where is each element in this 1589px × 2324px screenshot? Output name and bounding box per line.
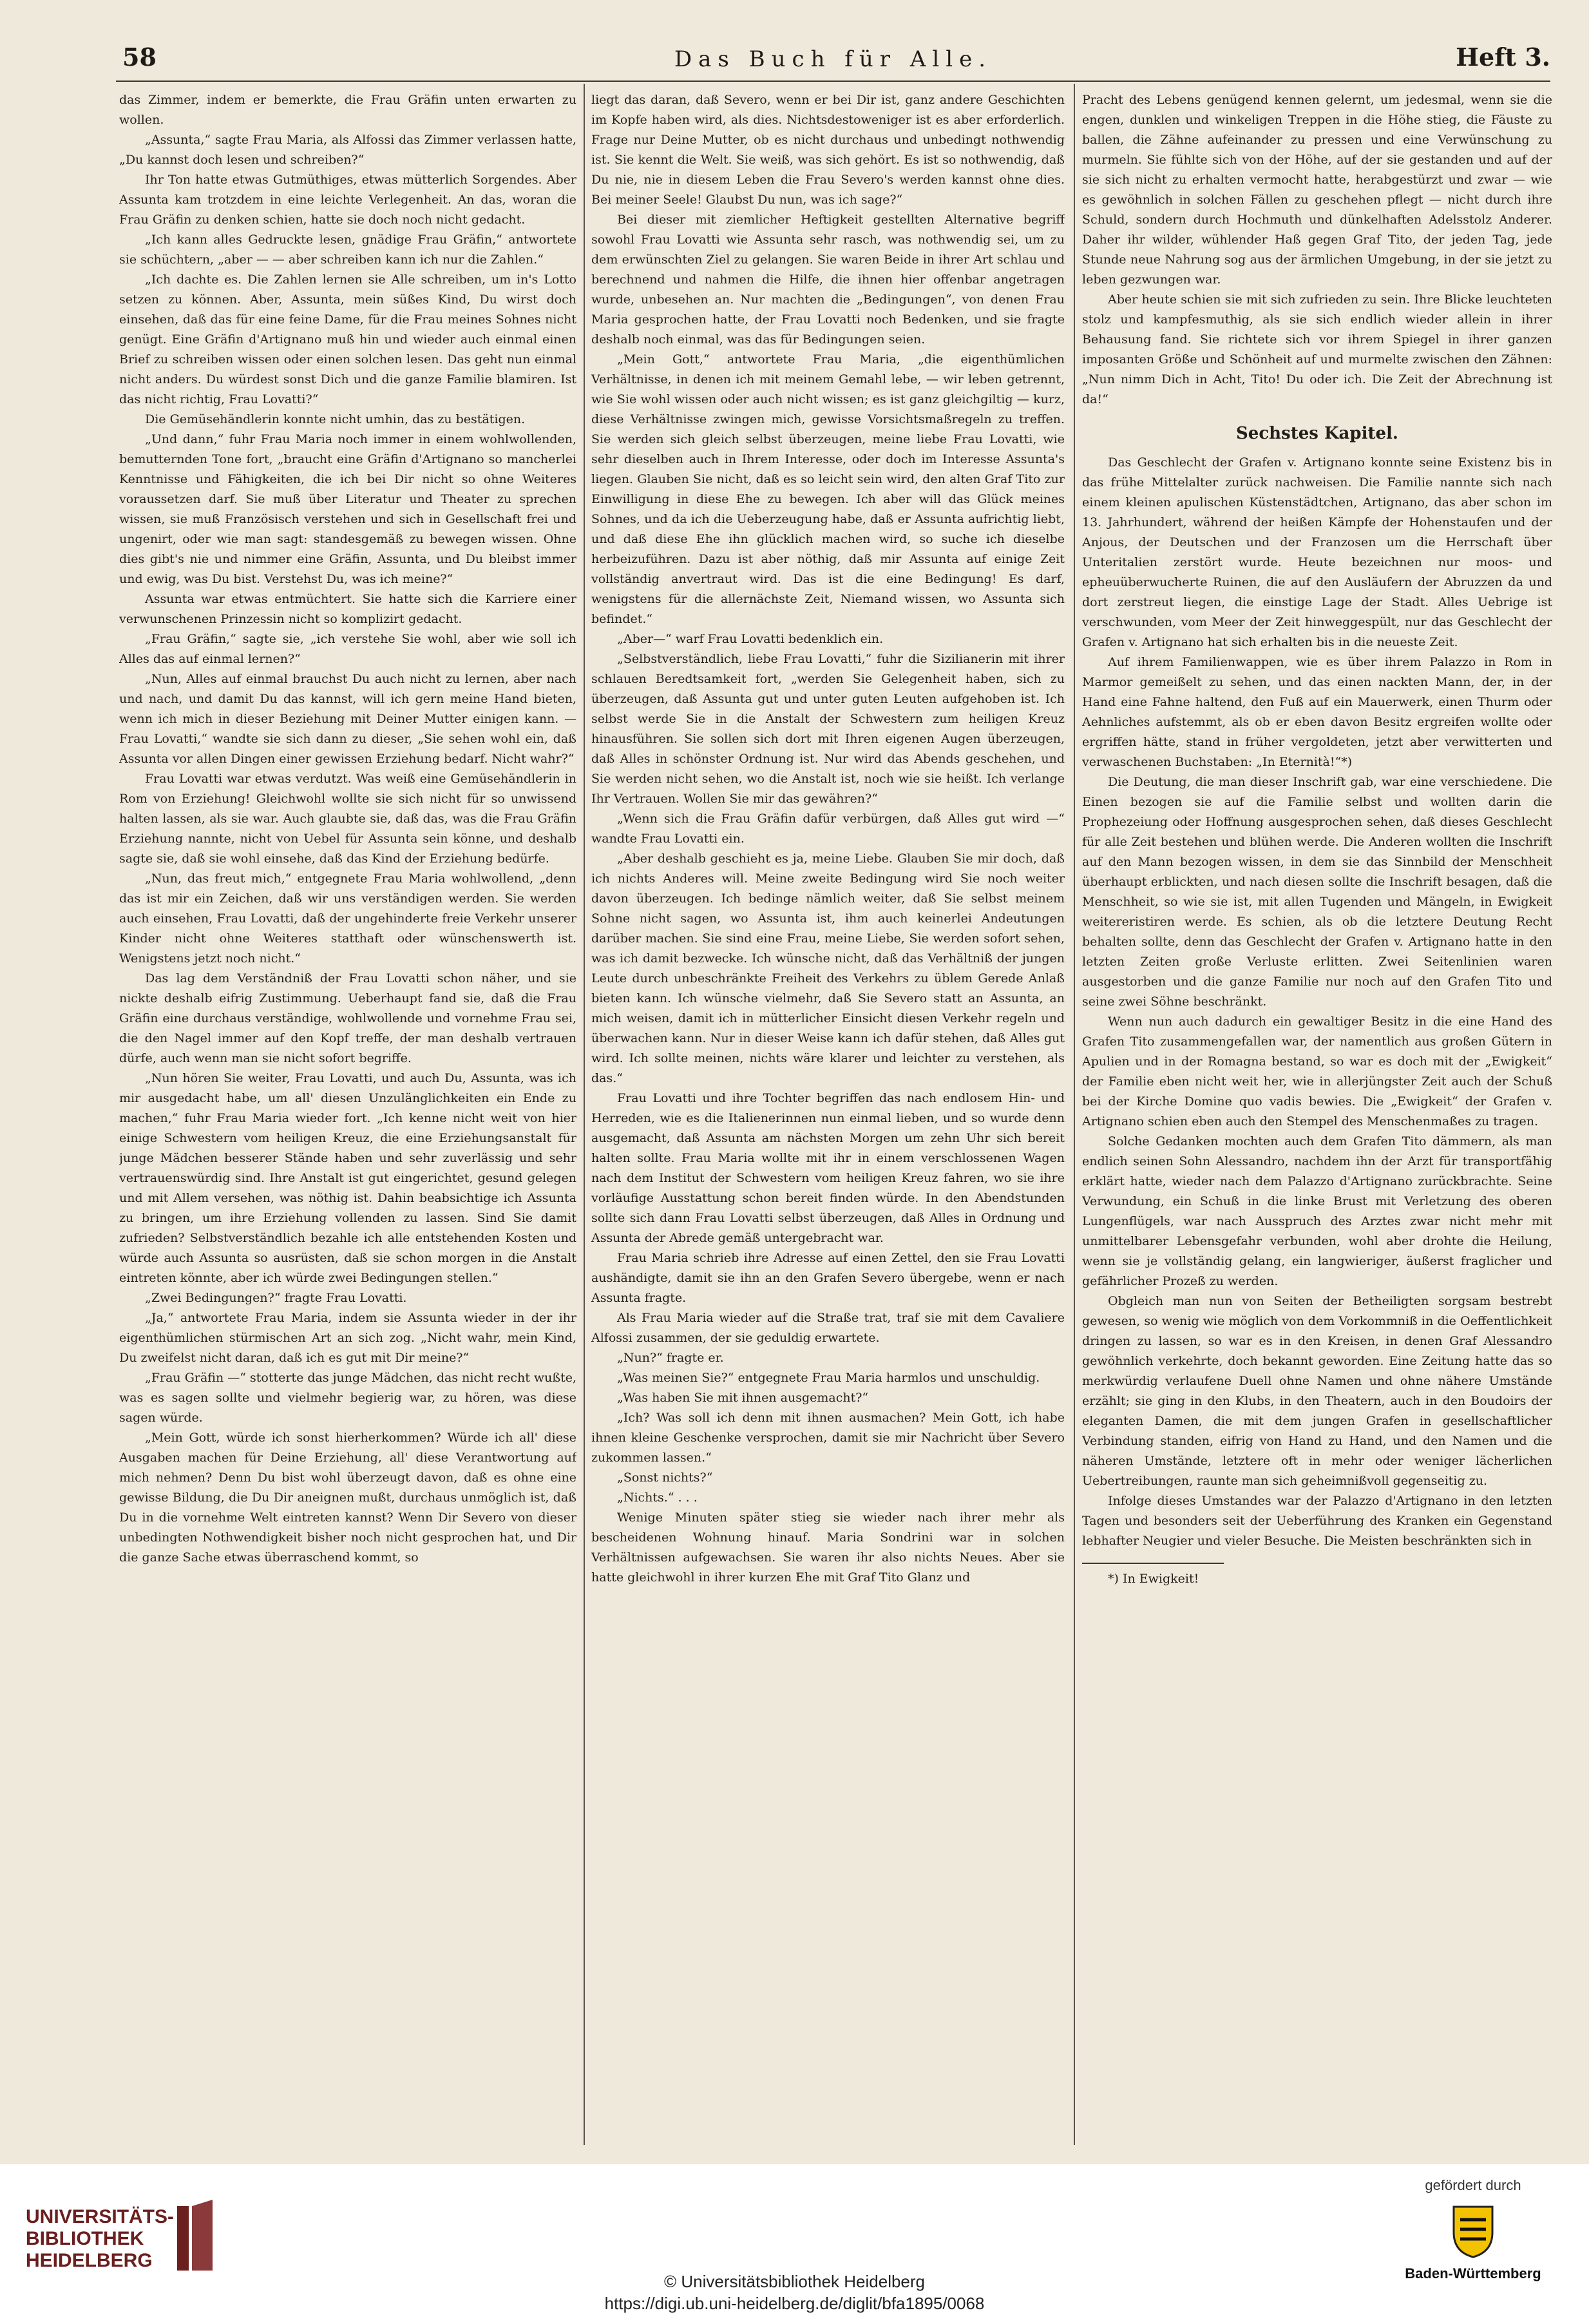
paragraph: „Wenn sich die Frau Gräfin dafür verbürgen, daß Alles gut wird —“ wandte Frau Lovatti ein. bbox=[591, 812, 1065, 846]
paragraph: Die Deutung, die man dieser Inschrift gab, war eine verschiedene. Die Einen bezogen sie auf die Familie selbst und wollten darin die Prophezeiung oder Hoffnung ausgesprochen sehen, daß dieses Geschlecht für alle Zeit bestehen und blühen werde. Die Anderen wollten die Inschrift auf den Mann bezogen wissen, in dem sie das Sinnbild der Menschheit überhaupt erblickten, und nach diesen sollte die Inschrift besagen, daß die Menschheit, so wie sie ist, mit allen Tugenden und Mängeln, in Ewigkeit weitereristiren werde. Es schien, als ob die letztere Deutung Recht behalten sollte, denn das Geschlecht der Grafen v. Artignano hatte in den letzten Zeiten große Verluste erlitten. Zwei Seitenlinien waren ausgestorben und die ganze Familie nur noch auf den Grafen Tito und seine zwei Söhne beschränkt. bbox=[1082, 775, 1552, 1009]
paragraph: „Nun hören Sie weiter, Frau Lovatti, und auch Du, Assunta, was ich mir ausgedacht habe, um all' diesen Unzulänglichkeiten ein Ende zu machen,“ fuhr Frau Maria wieder fort. „Ich kenne nicht weit von hier einige Schwestern vom heiligen Kreuz, die eine Erziehungsanstalt für junge Mädchen besserer Stände haben und sehr zuverlässig und sehr vertrauenswürdig sind. Ihre Anstalt ist gut eingerichtet, gesund gelegen und mit Allem versehen, was nöthig ist. Dahin beabsichtige ich Assunta zu bringen, um ihre Erziehung vollenden zu lassen. Sind Sie damit zufrieden? Selbstverständlich bezahle ich alle entstehenden Kosten und würde auch Assunta so ausrüsten, daß sie schon morgen in die Anstalt eintreten könnte, aber ich würde zwei Bedingungen stellen.“ bbox=[119, 1071, 576, 1285]
viewer-footer bbox=[0, 2164, 1589, 2324]
paragraph: „Nichts.“ . . . bbox=[617, 1491, 698, 1505]
paragraph: „Und dann,“ fuhr Frau Maria noch immer in einem wohlwollenden, bemutternden Tone fort, „braucht eine Gräfin d'Artignano so mancherlei Kenntnisse und Fähigkeiten, die ich bei Dir nicht so ohne Weiteres voraussetzen darf. Sie muß über Literatur und Theater zu sprechen wissen, sie muß Französisch verstehen und sich in Gesellschaft frei und ungenirt, oder wie man sagt: standesgemäß zu bewegen wissen. Ohne dies gibt's nie und nimmer eine Gräfin, Assunta, und Du bleibst immer und ewig, was Du bist. Verstehst Du, was ich meine?“ bbox=[119, 432, 576, 586]
issue-label: Heft 3. bbox=[1456, 43, 1550, 71]
paragraph: „Assunta,“ sagte Frau Maria, als Alfossi das Zimmer verlassen hatte, „Du kannst doch lesen und schreiben?“ bbox=[119, 133, 576, 167]
paragraph: „Ich dachte es. Die Zahlen lernen sie Alle schreiben, um in's Lotto setzen zu können. Aber, Assunta, mein süßes Kind, Du wirst doch einsehen, daß das für eine feine Dame, für die Frau meines Sohnes nicht genügt. Eine Gräfin d'Artignano muß hin und wieder auch einmal einen Brief zu schreiben wissen oder einen solchen lesen. Das geht nun einmal nicht anders. Du würdest sonst Dich und die ganze Familie blamiren. Ist das nicht richtig, Frau Lovatti?“ bbox=[119, 272, 576, 406]
paragraph: „Mein Gott, würde ich sonst hierherkommen? Würde ich all' diese Ausgaben machen für Deine Erziehung, all' diese Verantwortung auf mich nehmen? Denn Du bist wohl überzeugt davon, daß es ohne eine gewisse Bildung, die Du Dir aneignen mußt, durchaus unmöglich ist, daß Du in die vornehme Welt eintreten kannst? Wenn Dir Severo von dieser unbedingten Nothwendigkeit bisher noch nicht gesprochen hat, und Dir die ganze Sache etwas überraschend kommt, so bbox=[119, 1431, 576, 1565]
paragraph: Ihr Ton hatte etwas Gutmüthiges, etwas mütterlich Sorgendes. Aber Assunta kam trotzdem in eine leichte Verlegenheit. An das, woran die Frau Gräfin zu denken schien, hatte sie doch noch nicht gedacht. bbox=[119, 173, 576, 227]
paragraph: Auf ihrem Familienwappen, wie es über ihrem Palazzo in Rom in Marmor gemeißelt zu sehen, und das einen nackten Mann, der, in der Hand eine Fahne haltend, den Fuß auf ein Mauerwerk, einen Thurm oder Aehnliches aufstemmt, als ob er eben davon Besitz ergreifen wollte oder ergriffen hätte, stand in früher vergoldeten, jetzt aber verwitterten und verwaschenen Buchstaben: „In Eternità!“*) bbox=[1082, 655, 1552, 769]
footnote: *) In Ewigkeit! bbox=[1108, 1572, 1199, 1586]
paragraph: „Nun?“ fragte er. bbox=[617, 1351, 724, 1365]
text-column-1 bbox=[119, 90, 576, 2138]
paragraph: Wenige Minuten später stieg sie wieder nach ihrer mehr als bescheidenen Wohnung hinauf. Maria Sondrini war in solchen Verhältnissen aufgewachsen. Sie waren ihr also nichts Neues. Aber sie hatte gleichwohl in ihrer kurzen Ehe mit Graf Tito Glanz und bbox=[591, 1510, 1065, 1585]
paragraph: „Nun, das freut mich,“ entgegnete Frau Maria wohlwollend, „denn das ist mir ein Zeichen, daß wir uns verständigen werden. Sie werden auch einsehen, Frau Lovatti, daß der ungehinderte freie Verkehr unserer Kinder nicht ohne Weiteres statthaft oder wünschenswerth ist. Wenigstens jetzt noch nicht.“ bbox=[119, 872, 576, 966]
paragraph: Die Gemüsehändlerin konnte nicht umhin, das zu bestätigen. bbox=[145, 412, 526, 426]
paragraph: Aber heute schien sie mit sich zufrieden zu sein. Ihre Blicke leuchteten stolz und kampfesmuthig, als sie sich endlich wieder allein in ihrer Behausung fand. Sie richtete sich vor ihrem Spiegel in ihrer ganzen imposanten Größe und Schönheit auf und murmelte zwischen den Zähnen: „Nun nimm Dich in Acht, Tito! Du oder ich. Die Zeit der Abrechnung ist da!“ bbox=[1082, 292, 1552, 406]
library-logo-icon bbox=[174, 2200, 219, 2277]
paragraph: liegt das daran, daß Severo, wenn er bei Dir ist, ganz andere Geschichten im Kopfe haben wird, als dies. Nichtsdestoweniger ist es aber erforderlich. Frage nur Deine Mutter, ob es nicht durchaus und unbedingt nothwendig ist. Sie kennt die Welt. Sie weiß, was sich gehört. Es ist so nothwendig, daß Du nie, nie in diesem Leben die Frau Severo's werden kannst ohne dies. Bei meiner Seele! Glaubst Du nun, was ich sage?“ bbox=[591, 93, 1065, 207]
permalink[interactable]: https://digi.ub.uni-heidelberg.de/diglit/bfa1895/0068 bbox=[604, 2294, 985, 2313]
paragraph: „Was meinen Sie?“ entgegnete Frau Maria harmlos und unschuldig. bbox=[617, 1371, 1040, 1385]
text-column-3 bbox=[1082, 90, 1552, 2151]
footnote-rule bbox=[1082, 1563, 1224, 1564]
paragraph: „Selbstverständlich, liebe Frau Lovatti,“ fuhr die Sizilianerin mit ihrer schlauen Beredtsamkeit fort, „werden Sie Gelegenheit haben, sich zu überzeugen, daß Assunta gut und unter guten Leuten aufgehoben ist. Ich selbst werde Sie in die Anstalt der Schwestern zum heiligen Kreuz hinausführen. Sie sollen sich dort mit Ihren eigenen Augen überzeugen, daß Alles in schönster Ordnung ist. Nur wird das Abends geschehen, und Sie werden nicht sehen, wo die Anstalt ist, noch wie sie heißt. Ich verlange Ihr Vertrauen. Wollen Sie mir das gewähren?“ bbox=[591, 652, 1065, 806]
paragraph: „Frau Gräfin —“ stotterte das junge Mädchen, das nicht recht wußte, was es sagen sollte und vielmehr begierig war, zu hören, was diese sagen würde. bbox=[119, 1371, 576, 1425]
paragraph: Das lag dem Verständniß der Frau Lovatti schon näher, und sie nickte deshalb eifrig Zustimmung. Ueberhaupt fand sie, daß die Frau Gräfin eine durchaus verständige, wohlwollende und vornehme Frau sei, die den Nagel immer auf den Kopf treffe, der man deshalb vertrauen dürfe, auch wenn man sie nicht sofort begriffe. bbox=[119, 971, 576, 1065]
paragraph: Bei dieser mit ziemlicher Heftigkeit gestellten Alternative begriff sowohl Frau Lovatti wie Assunta sehr rasch, was nothwendig sei, um zu dem erwünschten Ziel zu gelangen. Sie waren Beide in ihrer Art schlau und berechnend und nahmen die Hilfe, die ihnen hier offenbar angetragen wurde, unbesehen an. Nur machten die „Bedingungen“, von denen Frau Maria gesprochen hatte, der Frau Lovatti noch Bedenken, und sie fragte deshalb noch einmal, was das für Bedingungen seien. bbox=[591, 213, 1065, 347]
paragraph: Obgleich man nun von Seiten der Betheiligten sorgsam bestrebt gewesen, so wenig wie möglich von dem Vorkommniß in die Oeffentlichkeit dringen zu lassen, so war es in den Kreisen, in denen Graf Alessandro gewöhnlich verkehrte, doch bekannt geworden. Eine Zeitung hatte das so merkwürdig verlaufene Duell ohne Namen und ohne nähere Umstände erzählt; sie ging in den Klubs, in den Theatern, auch in den Boudoirs der eleganten Damen, die mit dem jungen Grafen in gesellschaftlicher Verbindung standen, eifrig von Hand zu Hand, und den Namen und die näheren Umstände, letztere oft in mehr oder weniger lächerlichen Uebertreibungen, raunte man sich geheimnißvoll gegenseitig zu. bbox=[1082, 1294, 1552, 1488]
paragraph: Frau Lovatti war etwas verdutzt. Was weiß eine Gemüsehändlerin in Rom von Erziehung! Gleichwohl wollte sie sich nicht für so unwissend halten lassen, als sie war. Auch glaubte sie, daß das, was die Frau Gräfin Erziehung nannte, nicht von Uebel für Assunta sein könne, und deshalb sagte sie, daß sie wohl einsehe, daß das Kind der Erziehung bedürfe. bbox=[119, 772, 576, 866]
paragraph: Solche Gedanken mochten auch dem Grafen Tito dämmern, als man endlich seinen Sohn Alessandro, nachdem ihn der Arzt für transportfähig erklärt hatte, wieder nach dem Palazzo d'Artignano zurückbrachte. Seine Verwundung, ein Schuß in die linke Brust mit Verletzung des oberen Lungenflügels, war nach Ausspruch des Arztes zwar nicht mehr mit unmittelbarer Lebensgefahr verbunden, wohl aber drohte die Heilung, wenn sie je vollständig gelang, ein langwieriger, äußerst fraglicher und gefährlicher Prozeß zu werden. bbox=[1082, 1134, 1552, 1288]
funding-credit bbox=[1402, 2177, 1544, 2282]
paragraph: Das Geschlecht der Grafen v. Artignano konnte seine Existenz bis in das frühe Mittelalter zurück nachweisen. Die Familie nannte sich nach einem kleinen apulischen Küstenstädtchen, Artignano, das aber schon im 13. Jahrhundert, während der heißen Kämpfe der Hohenstaufen und der Anjous, der Deutschen und der Franzosen um die Herrschaft über Unteritalien zerstört wurde. Heute bezeichnen nur moos- und epheuüberwucherte Ruinen, die auf den Ausläufern der Abruzzen da und dort zerstreut liegen, die einstige Lage der Stadt. Alles Uebrige ist verschwunden, vom Meer der Zeit hinweggespült, nur das Geschlecht der Grafen v. Artignano hat sich erhalten bis in die neueste Zeit. bbox=[1082, 455, 1552, 649]
paragraph: „Ich kann alles Gedruckte lesen, gnädige Frau Gräfin,“ antwortete sie schüchtern, „aber — — aber schreiben kann ich nur die Zahlen.“ bbox=[119, 233, 576, 267]
library-name: UNIVERSITÄTS- BIBLIOTHEK HEIDELBERG bbox=[26, 2206, 175, 2271]
paragraph: „Frau Gräfin,“ sagte sie, „ich verstehe Sie wohl, aber wie soll ich Alles das auf einmal lernen?“ bbox=[119, 632, 576, 666]
column-3-after-chapter bbox=[1082, 453, 1552, 1551]
paragraph: „Mein Gott,“ antwortete Frau Maria, „die eigenthümlichen Verhältnisse, in denen ich mit meinem Gemahl lebe, — wir leben getrennt, wie Sie wohl wissen oder auch nicht wissen; es ist ganz gleichgiltig — kurz, diese Verhältnisse zwingen mich, gewisse Vorsichtsmaßregeln zu treffen. Sie werden sich gleich selbst überzeugen, meine liebe Frau Lovatti, wie sehr dieselben auch in Ihrem Interesse, oder doch im Interesse Assunta's liegen. Glauben Sie nicht, daß es so leicht sein wird, den alten Graf Tito zur Einwilligung in diese Ehe zu bewegen. Ich aber will das Glück meines Sohnes, und da ich die Ueberzeugung habe, daß er Assunta aufrichtig liebt, und daß diese Ehe ihn glücklich machen wird, so suche ich dieselbe herbeizuführen. Dazu ist aber nöthig, daß mir Assunta auf einige Zeit vollständig anvertraut wird. Das ist die eine Bedingung! Es darf, wenigstens für die allernächste Zeit, Niemand wissen, wo Assunta sich befindet.“ bbox=[591, 352, 1065, 626]
chapter-title: Sechstes Kapitel. bbox=[1236, 424, 1398, 443]
page-number: 58 bbox=[122, 43, 157, 71]
column-3-before-chapter bbox=[1082, 90, 1552, 410]
paragraph: das Zimmer, indem er bemerkte, die Frau Gräfin unten erwarten zu wollen. bbox=[119, 93, 576, 127]
paragraph: „Zwei Bedingungen?“ fragte Frau Lovatti. bbox=[145, 1291, 407, 1305]
column-divider bbox=[1074, 84, 1075, 2145]
paragraph: „Sonst nichts?“ bbox=[617, 1471, 713, 1485]
journal-title: Das Buch für Alle. bbox=[674, 46, 993, 72]
paragraph: „Was haben Sie mit ihnen ausgemacht?“ bbox=[617, 1391, 869, 1405]
page-header bbox=[116, 40, 1550, 79]
funded-by-label: gefördert durch bbox=[1425, 2177, 1521, 2193]
header-rule bbox=[116, 81, 1550, 82]
paragraph: Als Frau Maria wieder auf die Straße trat, traf sie mit dem Cavaliere Alfossi zusammen, der sie geduldig erwartete. bbox=[591, 1311, 1065, 1345]
paragraph: Frau Maria schrieb ihre Adresse auf einen Zettel, den sie Frau Lovatti aushändigte, damit sie ihn an den Grafen Severo übergebe, wenn er nach Assunta fragte. bbox=[591, 1251, 1065, 1305]
column-divider bbox=[584, 84, 585, 2145]
copyright-block bbox=[0, 2271, 1589, 2314]
paragraph: Wenn nun auch dadurch ein gewaltiger Besitz in die eine Hand des Grafen Tito zusammengefallen war, der namentlich aus großen Gütern in Apulien und in der Romagna bestand, so war es doch mit der „Ewigkeit“ der Familie eben nicht weit her, wie in allerjüngster Zeit auch der Schuß bei der Kirche Domine quo vadis bewies. Die „Ewigkeit“ der Grafen v. Artignano schien eben auch den Stempel des Menschenmaßes zu tragen. bbox=[1082, 1014, 1552, 1129]
copyright-text: © Universitätsbibliothek Heidelberg bbox=[663, 2272, 926, 2291]
text-column-2 bbox=[591, 90, 1065, 2151]
state-name: Baden-Württemberg bbox=[1405, 2265, 1541, 2281]
paragraph: „Nun, Alles auf einmal brauchst Du auch nicht zu lernen, aber nach und nach, und damit Du das kannst, will ich gern meine Hand bieten, wenn ich mich in dieser Beziehung mit Deiner Mutter einigen kann. — Frau Lovatti,“ wandte sie sich dann zu dieser, „Sie sehen wohl ein, daß Assunta vor allen Dingen einer gewissen Erziehung bedarf. Nicht wahr?“ bbox=[119, 672, 576, 766]
state-crest-icon bbox=[1444, 2200, 1502, 2258]
paragraph: Infolge dieses Umstandes war der Palazzo d'Artignano in den letzten Tagen und besonders seit der Ueberführung des Kranken ein Gegenstand lebhafter Neugier und vieler Besuche. Die Meisten beschränkten sich in bbox=[1082, 1494, 1552, 1548]
paragraph: „Aber deshalb geschieht es ja, meine Liebe. Glauben Sie mir doch, daß ich nichts Anderes will. Meine zweite Bedingung wird Sie noch weiter davon überzeugen. Ich bedinge nämlich weiter, daß Sie selbst meinem Sohne nicht sagen, wo Assunta ist, ihm auch keinerlei Andeutungen darüber machen. Sie sind eine Frau, meine Liebe, Sie werden sofort sehen, was ich damit bezwecke. Ich wünsche nicht, daß das Verhältniß der jungen Leute durch unbeschränkte Freiheit des Verkehrs zu üblem Gerede Anlaß bieten kann. Ich wünsche vielmehr, daß Sie Severo statt an Assunta, an mich weisen, damit ich in mütterlicher Einsicht diesen Verkehr regeln und überwachen kann. Nur in dieser Weise kann ich dafür stehen, daß Alles gut wird. Ich sollte meinen, nichts wäre klarer und leichter zu verstehen, als das.“ bbox=[591, 852, 1065, 1085]
paragraph: Assunta war etwas entmüchtert. Sie hatte sich die Karriere einer verwunschenen Prinzessin nicht so komplizirt gedacht. bbox=[119, 592, 576, 626]
paragraph: „Ich? Was soll ich denn mit ihnen ausmachen? Mein Gott, ich habe ihnen kleine Geschenke versprochen, damit sie mir Nachricht über Severo zukommen lassen.“ bbox=[591, 1411, 1065, 1465]
paragraph: „Aber—“ warf Frau Lovatti bedenklich ein. bbox=[617, 632, 884, 646]
paragraph: Pracht des Lebens genügend kennen gelernt, um jedesmal, wenn sie die engen, dunklen und winkeligen Treppen in die Höhe stieg, die Fäuste zu ballen, die Zähne aufeinander zu pressen und eine Verwünschung zu murmeln. Sie fühlte sich von der Höhe, auf der sie gestanden und auf der sie sich nicht zu erhalten vermocht hatte, herabgestürzt und zwar — wie es gewöhnlich in solchen Fällen zu geschehen pflegt — nicht durch ihre Schuld, sondern durch Hochmuth und dünkelhaften Adelsstolz Anderer. Daher ihr wilder, wühlender Haß gegen Graf Tito, der jeden Tag, jede Stunde neue Nahrung sog aus der ärmlichen Umgebung, in der sie jetzt zu leben gezwungen war. bbox=[1082, 93, 1552, 287]
paragraph: Frau Lovatti und ihre Tochter begriffen das nach endlosem Hin- und Herreden, wie es die Italienerinnen nun einmal lieben, und so wurde denn ausgemacht, daß Assunta am nächsten Morgen um zehn Uhr sich bereit halten sollte. Frau Maria wollte mit ihr in einem verschlossenen Wagen nach dem Institut der Schwestern vom heiligen Kreuz fahren, wo sie ihre vorläufige Ausstattung schon bereit finden würde. In den Abendstunden sollte sich dann Frau Lovatti selbst überzeugen, daß Alles in Ordnung und Assunta der Abrede gemäß untergebracht war. bbox=[591, 1091, 1065, 1245]
paragraph: „Ja,“ antwortete Frau Maria, indem sie Assunta wieder in der ihr eigenthümlichen stürmischen Art an sich zog. „Nicht wahr, mein Kind, Du zweifelst nicht daran, daß ich es gut mit Dir meine?“ bbox=[119, 1311, 576, 1365]
